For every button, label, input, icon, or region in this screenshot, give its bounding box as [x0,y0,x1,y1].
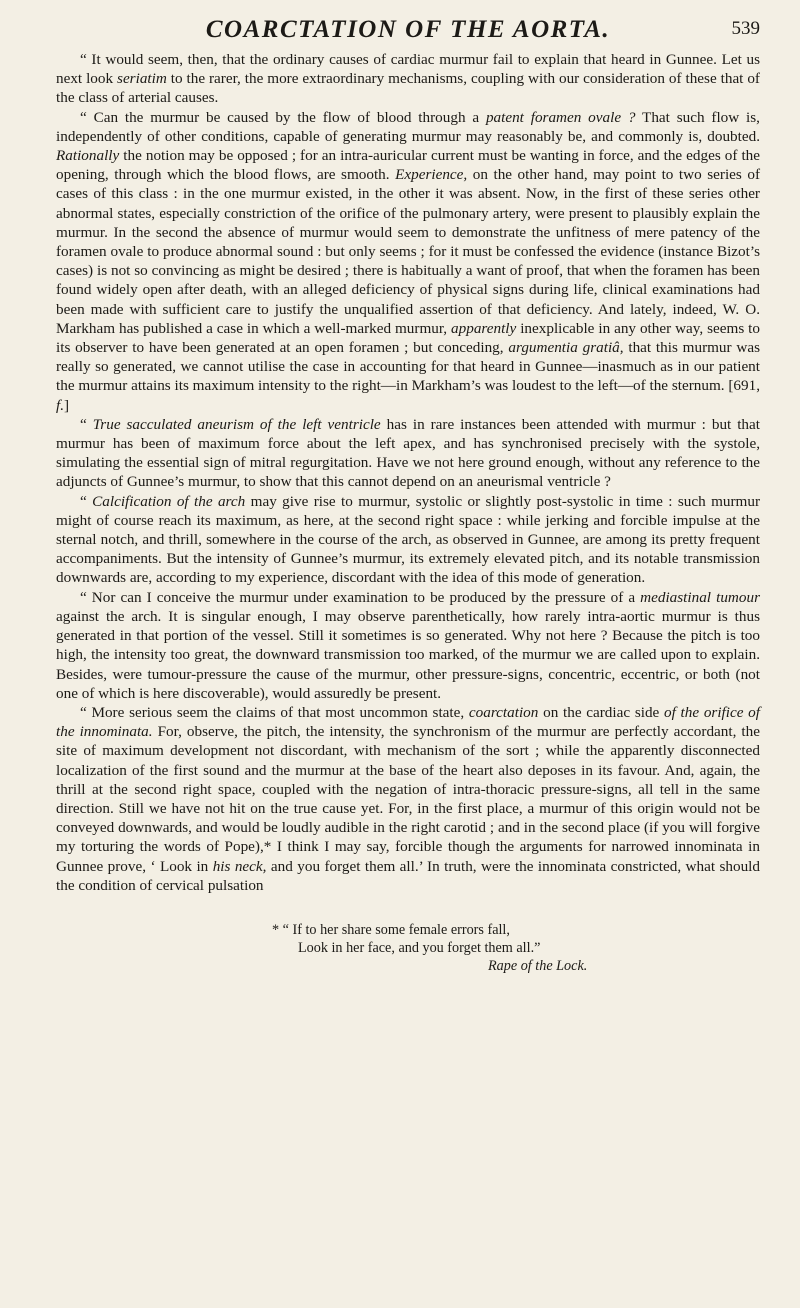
running-title: COARCTATION OF THE AORTA. [205,16,611,43]
text-run: “ More serious seem the claims of that most uncommon state, [80,703,469,721]
text-run: ] [64,396,70,414]
text-run: that this murmur was really so generated, we cannot utilise the case in accounting for that heard in Gunnee—inasmuch as in our patient the murmur attains its maximum intensity to the right—in Markham’s was loudest to the left—of the sternum. [691, [56,339,761,395]
italic-text: Rationally [56,147,120,165]
text-run: That such flow is, independently of other conditions, capable of generating murmur may reasonably be, and commonly is, doubted. [56,108,760,145]
footnote-line: Look in her face, and you forget them all.” [298,939,541,956]
italic-text: seriatim [117,70,167,88]
text-run: the notion may be opposed ; for an intra-auricular current must be wanting in force, and the edges of the opening, through which the blood flows, are smooth. [56,147,760,184]
text-run: against the arch. It is singular enough, I may observe parenthetically, how rarely intra-aortic murmur is thus generated in that portion of the vessel. Still it sometimes is so generated. Why not here ? Because the pitch is too high, the intensity too great, the downward transmission too marked, of the murmur we are called upon to explain. Besides, were tumour-pressure the cause of the murmur, other pressure-signs, concentric, eccentric, or both (not one of which is here discoverable), would assuredly be present. [56,607,760,702]
italic-text: f. [56,396,65,414]
paragraph [56,588,760,703]
paragraph [56,492,760,588]
italic-text: apparently [451,319,517,337]
italic-text: True sacculated aneurism of the left ventricle [92,415,381,433]
italic-text: coarctation [468,703,539,721]
italic-text: patent foramen ovale ? [485,108,636,126]
text-run: “ Nor can I conceive the murmur under examination to be produced by the pressure of a [80,588,641,606]
italic-text: of the orifice of the innominata. [56,703,760,741]
text-run: to the rarer, the more extraordinary mechanisms, coupling with our consideration of these that of the class of arterial causes. [56,70,760,107]
page-number: 539 [731,18,760,39]
text-run: has in rare instances been attended with murmur : but that murmur has been of maximum force about the left apex, and has synchronised precisely with the systole, simulating the essential sign of mitral regurgitation. Have we not here ground enough, without any reference to the adjuncts of Gunnee’s murmur, to show that this cannot depend on an aneurismal ventricle ? [56,415,760,491]
paragraph [56,415,760,492]
paragraph [56,703,760,895]
text-run: inexplicable in any other way, seems to its observer to have been generated at an open foramen ; but conceding, [56,319,760,357]
text-run: and you forget them all.’ In truth, were the innominata constricted, what should the condition of cervical pulsation [56,857,760,894]
paragraph [56,108,760,415]
text-run: on the other hand, may point to two series of cases of this class : in the one murmur existed, in the other it was absent. Now, in the first of these series other abnormal states, especially constriction of the orifice of the pulmonary artery, were present to plausibly explain the murmur. In the second the absence of murmur would seem to demonstrate the unfitness of mere patency of the foramen ovale to produce abnormal sound : but only seems ; for it must be confessed the evidence (instance Bizot’s cases) is not so convincing as might be desired ; there is habitually a want of proof, that when the foramen has been found widely open after death, with an alleged deficiency of physical signs during life, clinical examinations had been made with sufficient care to justify the unqualified assertion of that deficiency. And lately, indeed, W. O. Markham has published a case in which a well-marked murmur, [56,166,761,337]
text-run: may give rise to murmur, systolic or slightly post-systolic in time : such murmur might of course reach its maximum, as here, at the second right space : while jerking and forcible impulse at the sternal notch, and thrill, somewhere in the course of the arch, as observed in Gunnee, are among its pretty frequent accompaniments. But the intensity of Gunnee’s murmur, its extremely elevated pitch, and its notable transmission downwards are, according to my experience, discordant with the idea of this mode of generation. [56,492,760,587]
text-run: “ [80,492,93,510]
footnote-source: Rape of the Lock. [488,957,588,974]
page-header [56,10,760,50]
italic-text: his neck, [212,857,267,875]
text-run: “ [80,415,93,433]
italic-text: argumentia gratiâ, [508,339,624,357]
italic-text: Experience, [395,166,468,184]
italic-text: Calcification of the arch [92,492,246,510]
text-run: “ It would seem, then, that the ordinary causes of cardiac murmur fail to explain that heard in Gunnee. Let us next look [56,51,760,88]
footnote-line: * “ If to her share some female errors fall, [272,921,510,938]
footnote [56,921,760,975]
text-run: on the cardiac side [538,703,665,721]
italic-text: mediastinal tumour [640,588,760,606]
paragraph [56,50,760,108]
body-text [56,50,760,895]
text-run: For, observe, the pitch, the intensity, the synchronism of the murmur are perfectly accordant, the site of maximum development not discordant, with mechanism of the sort ; while the apparently disconnected localization of the first sound and the murmur at the base of the heart also deposes in its favour. And, again, the thrill at the second right space, coupled with the negation of intra-thoracic pressure-signs, all tell in the same direction. Still we have not hit on the true cause yet. For, in the first place, a murmur of this origin would not be conveyed downwards, and would be loudly audible in the right carotid ; and in the second place (if you will forgive my torturing the words of Pope),* I think I may say, forcible though the arguments for narrowed innominata in Gunnee prove, ‘ Look in [56,723,760,875]
text-run: “ Can the murmur be caused by the flow of blood through a [80,108,486,126]
